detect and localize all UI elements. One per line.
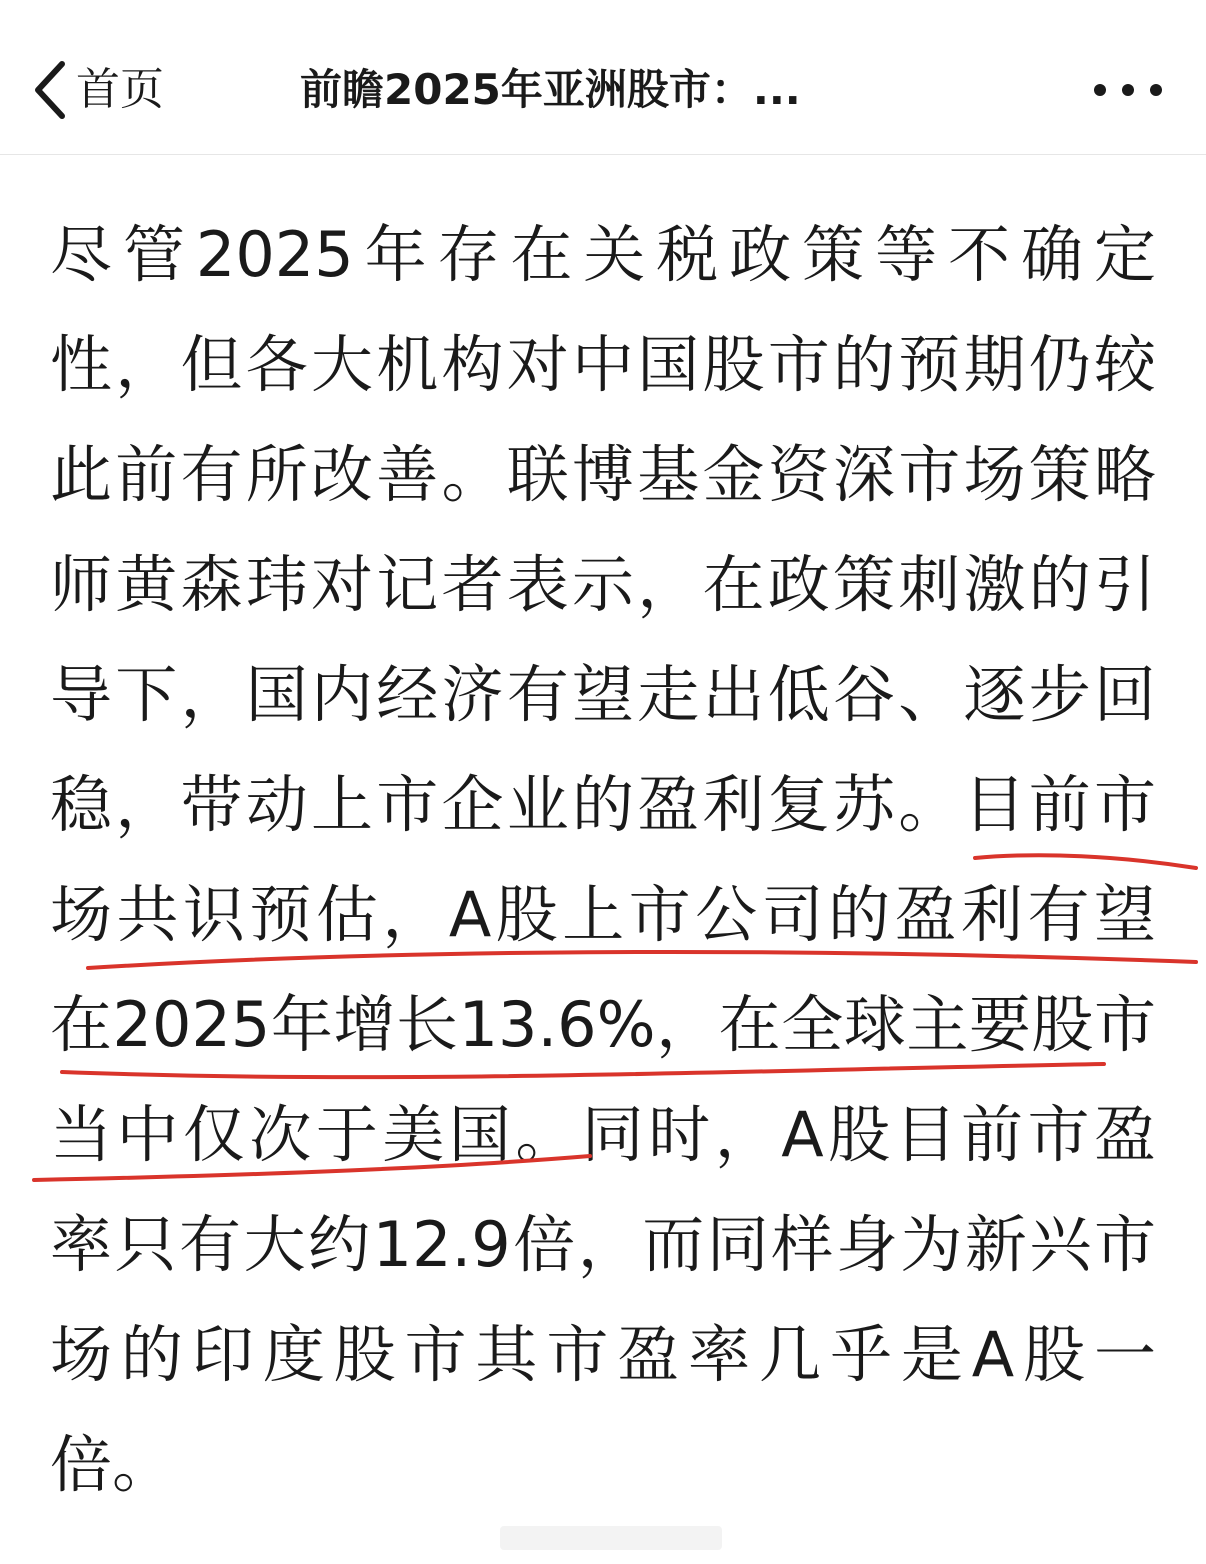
article-line: 性，但各大机构对中国股市的预期仍较 xyxy=(50,328,1156,401)
article-line: 此前有所改善。联博基金资深市场策略 xyxy=(50,438,1156,511)
article-line: 稳，带动上市企业的盈利复苏。目前市 xyxy=(50,768,1156,841)
article-line: 师黄森玮对记者表示，在政策刺激的引 xyxy=(50,548,1156,621)
article-body xyxy=(50,200,1156,1520)
nav-bar xyxy=(0,0,1206,155)
back-label: 首页 xyxy=(76,64,164,115)
article-line: 尽管2025年存在关税政策等不确定 xyxy=(50,218,1156,291)
article-line: 倍。 xyxy=(50,1428,175,1501)
article-line: 场的印度股市其市盈率几乎是A股一 xyxy=(50,1318,1156,1391)
page-title: 前瞻2025年亚洲股市：... xyxy=(300,65,801,114)
article-line: 率只有大约12.9倍，而同样身为新兴市 xyxy=(50,1208,1156,1281)
more-horizontal-icon xyxy=(1090,62,1170,118)
article-line: 场共识预估，A股上市公司的盈利有望 xyxy=(50,878,1156,951)
back-button[interactable] xyxy=(30,58,164,122)
watermark-shape xyxy=(496,1518,726,1558)
article-line: 导下，国内经济有望走出低谷、逐步回 xyxy=(50,658,1156,731)
more-button[interactable] xyxy=(1090,62,1170,118)
article-line: 在2025年增长13.6%，在全球主要股市 xyxy=(50,988,1156,1061)
chevron-left-icon xyxy=(30,58,70,122)
article-line: 当中仅次于美国。同时，A股目前市盈 xyxy=(50,1098,1156,1171)
